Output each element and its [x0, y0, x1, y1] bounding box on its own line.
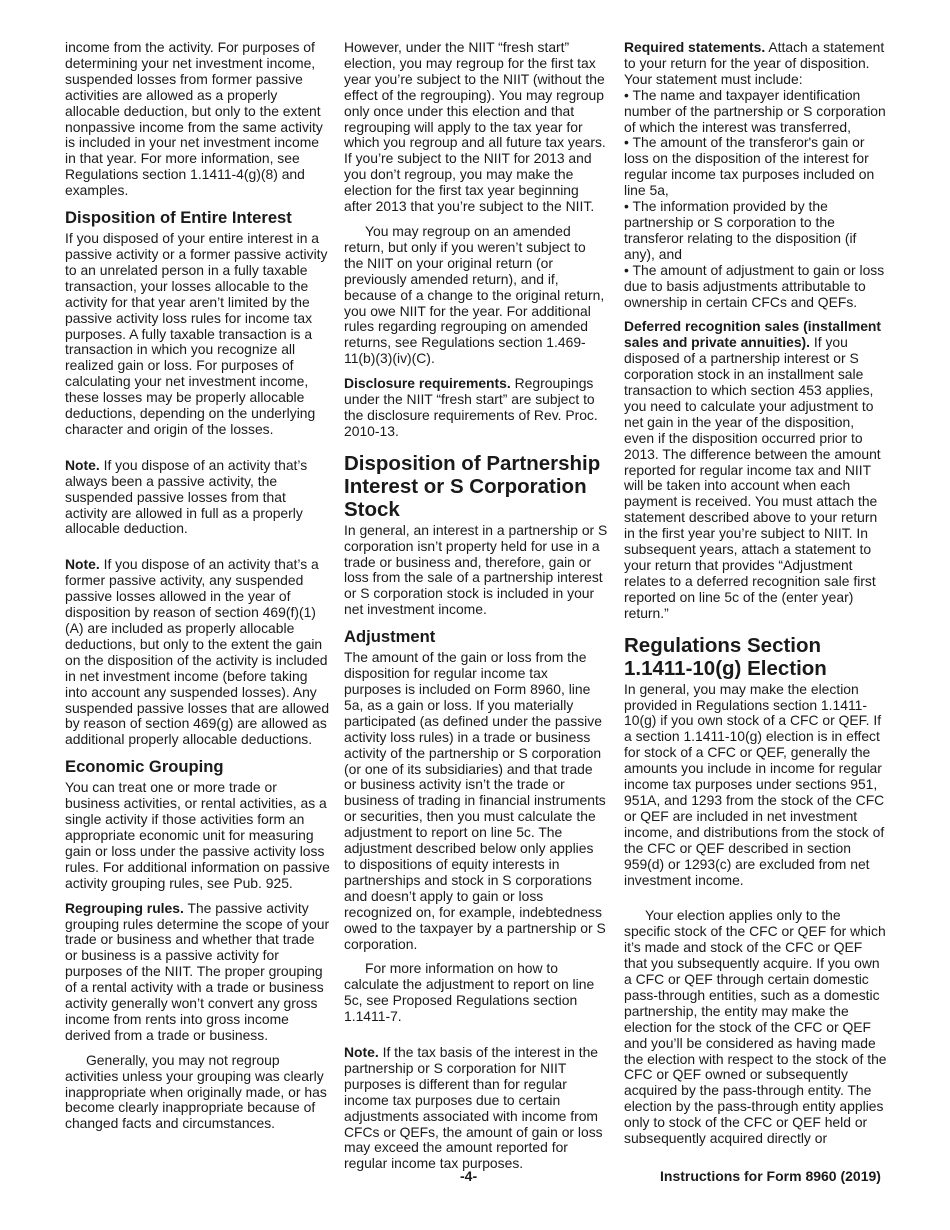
- bullet-text: The name and taxpayer identification number of the partnership or S corporation of which the interest was transferred,: [624, 86, 886, 135]
- bullet-text: The amount of the transferor's gain or loss on the disposition of the interest for regular income tax purposes included on line 5a,: [624, 134, 875, 199]
- note-text: If you dispose of an activity that’s always been a passive activity, the suspended passive losses from that activity are allowed in full as a properly allocable deduction.: [65, 456, 308, 537]
- paragraph: You may regroup on an amended return, but only if you weren’t subject to the NIIT on your original return (or previously amended return), and if, because of a change to the original return, you owe NIIT for the year. For additional rules regarding regrouping on amended returns, see Regulations section 1.469-11(b)(3)(iv)(C).: [344, 222, 605, 367]
- paragraph: income from the activity. For purposes of determining your net investment income, suspended losses from former passive activities are allowed as a properly allocable deduction, but only to the extent nonpassive income from the same activity is included in your net investment income in that year. For more information, see Regulations section 1.1411-4(g)(8) and examples.: [65, 39, 323, 199]
- bullet-text: The information provided by the partnership or S corporation to the transferor relating to the disposition (if any), and: [624, 198, 857, 262]
- paragraph: In general, an interest in a partnership or S corporation isn’t property held for use in a trade or business and, therefore, gain or loss from the sale of a partnership interest or S corporation stock is included in your net investment income.: [344, 521, 608, 618]
- column-right: [624, 40, 888, 1156]
- run-in-heading: Required statements.: [624, 39, 766, 55]
- paragraph: However, under the NIIT “fresh start” election, you may regroup for the first tax year you’re subject to the NIIT (without the effect of the regrouping). You may regroup only once under this election and that regrouping will apply to the tax year for which you regroup and all future tax years. If you’re subject to the NIIT for 2013 and you don’t regroup, you may make the election for the first tax year beginning after 2013 that you’re subject to the NIIT.: [344, 39, 606, 215]
- note-label: Note.: [65, 556, 100, 573]
- page-number: -4-: [460, 1168, 478, 1184]
- paragraph: Generally, you may not regroup activities unless your grouping was clearly inappropriate when originally made, or has become clearly inappropriate because of changed facts and circumstances.: [65, 1051, 327, 1132]
- footer-title: Instructions for Form 8960 (2019): [660, 1168, 881, 1184]
- run-in-heading: Deferred recognition sales (installment sales and private annuities).: [624, 318, 882, 351]
- heading-disposition-of-entire-interest: Disposition of Entire Interest: [65, 208, 292, 228]
- paragraph: You can treat one or more trade or business activities, or rental activities, as a single activity if those activities form an appropriate economic unit for measuring gain or loss under the passive activity loss rules. For additional information on passive activity grouping rules, see Pub. 925.: [65, 779, 330, 891]
- note-text: If the tax basis of the interest in the partnership or S corporation for NIIT purposes is different than for regular income tax purposes due to certain adjustments associated with income from CFCs or QEFs, the amount of gain or loss may exceed the amount reported for regular income tax purposes.: [344, 1044, 603, 1172]
- note-paragraph: [65, 458, 330, 538]
- bullet-item: [624, 199, 888, 263]
- bullet-text: The amount of adjustment to gain or loss due to basis adjustments attributable to ownership in certain CFCs and QEFs.: [624, 261, 885, 310]
- bullet-item: [624, 135, 888, 199]
- note-label: Note.: [65, 456, 100, 473]
- bullet-glyph: •: [624, 261, 629, 278]
- paragraph-text: Regroupings under the NIIT “fresh start” are subject to the disclosure requirements of Rev. Proc. 2010-13.: [344, 375, 598, 439]
- column-middle: [344, 40, 608, 1181]
- note-paragraph: [344, 1045, 608, 1172]
- disclosure-paragraph: [344, 376, 608, 440]
- run-in-heading: Disclosure requirements.: [344, 375, 511, 392]
- bullet-item: [624, 263, 888, 311]
- note-label: Note.: [344, 1044, 379, 1061]
- paragraph: In general, you may make the election provided in Regulations section 1.1411-10(g) if you own stock of a CFC or QEF. If a section 1.1411-10(g) election is in effect for stock of a CFC or QEF, generally the amounts you include in income for regular income tax purposes under sections 951, 951A, and 1293 from the stock of the CFC or QEF are included in net investment income, and distributions from the stock of the CFC or QEF described in section 959(d) or 1293(c) are excluded from net investment income.: [624, 680, 885, 888]
- heading-economic-grouping: Economic Grouping: [65, 757, 224, 777]
- heading-regulations-election: Regulations Section 1.1411-10(g) Election: [624, 633, 827, 680]
- bullet-glyph: •: [624, 86, 629, 103]
- run-in-heading: Regrouping rules.: [65, 899, 184, 916]
- required-statements-paragraph: [624, 40, 888, 88]
- bullet-glyph: •: [624, 134, 629, 151]
- paragraph: If you disposed of your entire interest in a passive activity or a former passive activity to an unrelated person in a fully taxable transaction, your losses allocable to the activity for that year aren’t limited by the passive activity loss rules for income tax purposes. A fully taxable transaction is a transaction in which you recognize all realized gain or loss. For purposes of calculating your net investment income, these losses may be properly allocable deductions, depending on the underlying character and origin of the losses.: [65, 230, 328, 437]
- regrouping-rules-paragraph: [65, 901, 330, 1044]
- bullet-glyph: •: [624, 198, 629, 215]
- paragraph: For more information on how to calculate the adjustment to report on line 5c, see Proposed Regulations section 1.1411-7.: [344, 960, 595, 1025]
- paragraph-text: If you disposed of a partnership interest or S corporation stock in an installment sale transaction to which section 453 applies, you need to calculate your adjustment to net gain in the year of the disposition, even if the disposition occurred prior to 2013. The difference between the amount reported for regular income tax and NIIT will be taken into account when each payment is received. You must attach the statement described above to your return in the first year you’re subject to NIIT. In subsequent years, attach a statement to your return that provides “Adjustment relates to a deferred recognition sale first reported on line 5c of the (enter year) return.”: [624, 334, 881, 621]
- deferred-recognition-paragraph: [624, 319, 888, 621]
- note-text: If you dispose of an activity that’s a former passive activity, any suspended passive losses allowed in the year of disposition by reason of section 469(f)(1)(A) are included as properly allocable deductions, but only to the extent the gain on the disposition of the activity is included in net investment income (before taking into account any suspended losses). Any suspended passive losses that are allowed by reason of section 469(g) are allowed as additional properly allocable deductions.: [65, 556, 330, 748]
- heading-disposition-of-partnership-interest: Disposition of Partnership Interest or S Corporation Stock: [344, 451, 601, 521]
- paragraph: Your election applies only to the specific stock of the CFC or QEF for which it’s made and stock of the CFC or QEF that you subsequently acquire. If you own a CFC or QEF through certain domestic pass-through entities, such as a domestic partnership, the entity may make the election for the stock of the CFC or QEF and you’ll be considered as having made the election with respect to the stock of the CFC or QEF owned or subsequently acquired by the pass-through entity. The election by the pass-through entity applies only to stock of the CFC or QEF held or subsequently acquired directly or: [624, 907, 887, 1147]
- paragraph-text: The passive activity grouping rules determine the scope of your trade or business and whether that trade or business is a passive activity for purposes of the NIIT. The proper grouping of a rental activity with a trade or business activity generally won’t convert any gross income from rents into gross income derived from a trade or business.: [65, 899, 330, 1043]
- heading-adjustment: Adjustment: [344, 627, 436, 647]
- note-paragraph: [65, 557, 330, 748]
- paragraph-text: Attach a statement to your return for the year of disposition. Your statement must include:: [624, 39, 885, 87]
- bullet-item: [624, 88, 888, 136]
- column-left: [65, 40, 330, 1141]
- paragraph: The amount of the gain or loss from the disposition for regular income tax purposes is included on Form 8960, line 5a, as a gain or loss. If you materially participated (as defined under the passive activity loss rules) in a trade or business activity of the partnership or S corporation (or one of its subsidiaries) and that trade or business activity isn’t the trade or business of trading in financial instruments or securities, then you must calculate the adjustment to report on line 5c. The adjustment described below only applies to dispositions of equity interests in partnerships and stock in S corporations and doesn’t apply to gain or loss recognized on, for example, indebtedness owed to the taxpayer by a partnership or S corporation.: [344, 649, 606, 952]
